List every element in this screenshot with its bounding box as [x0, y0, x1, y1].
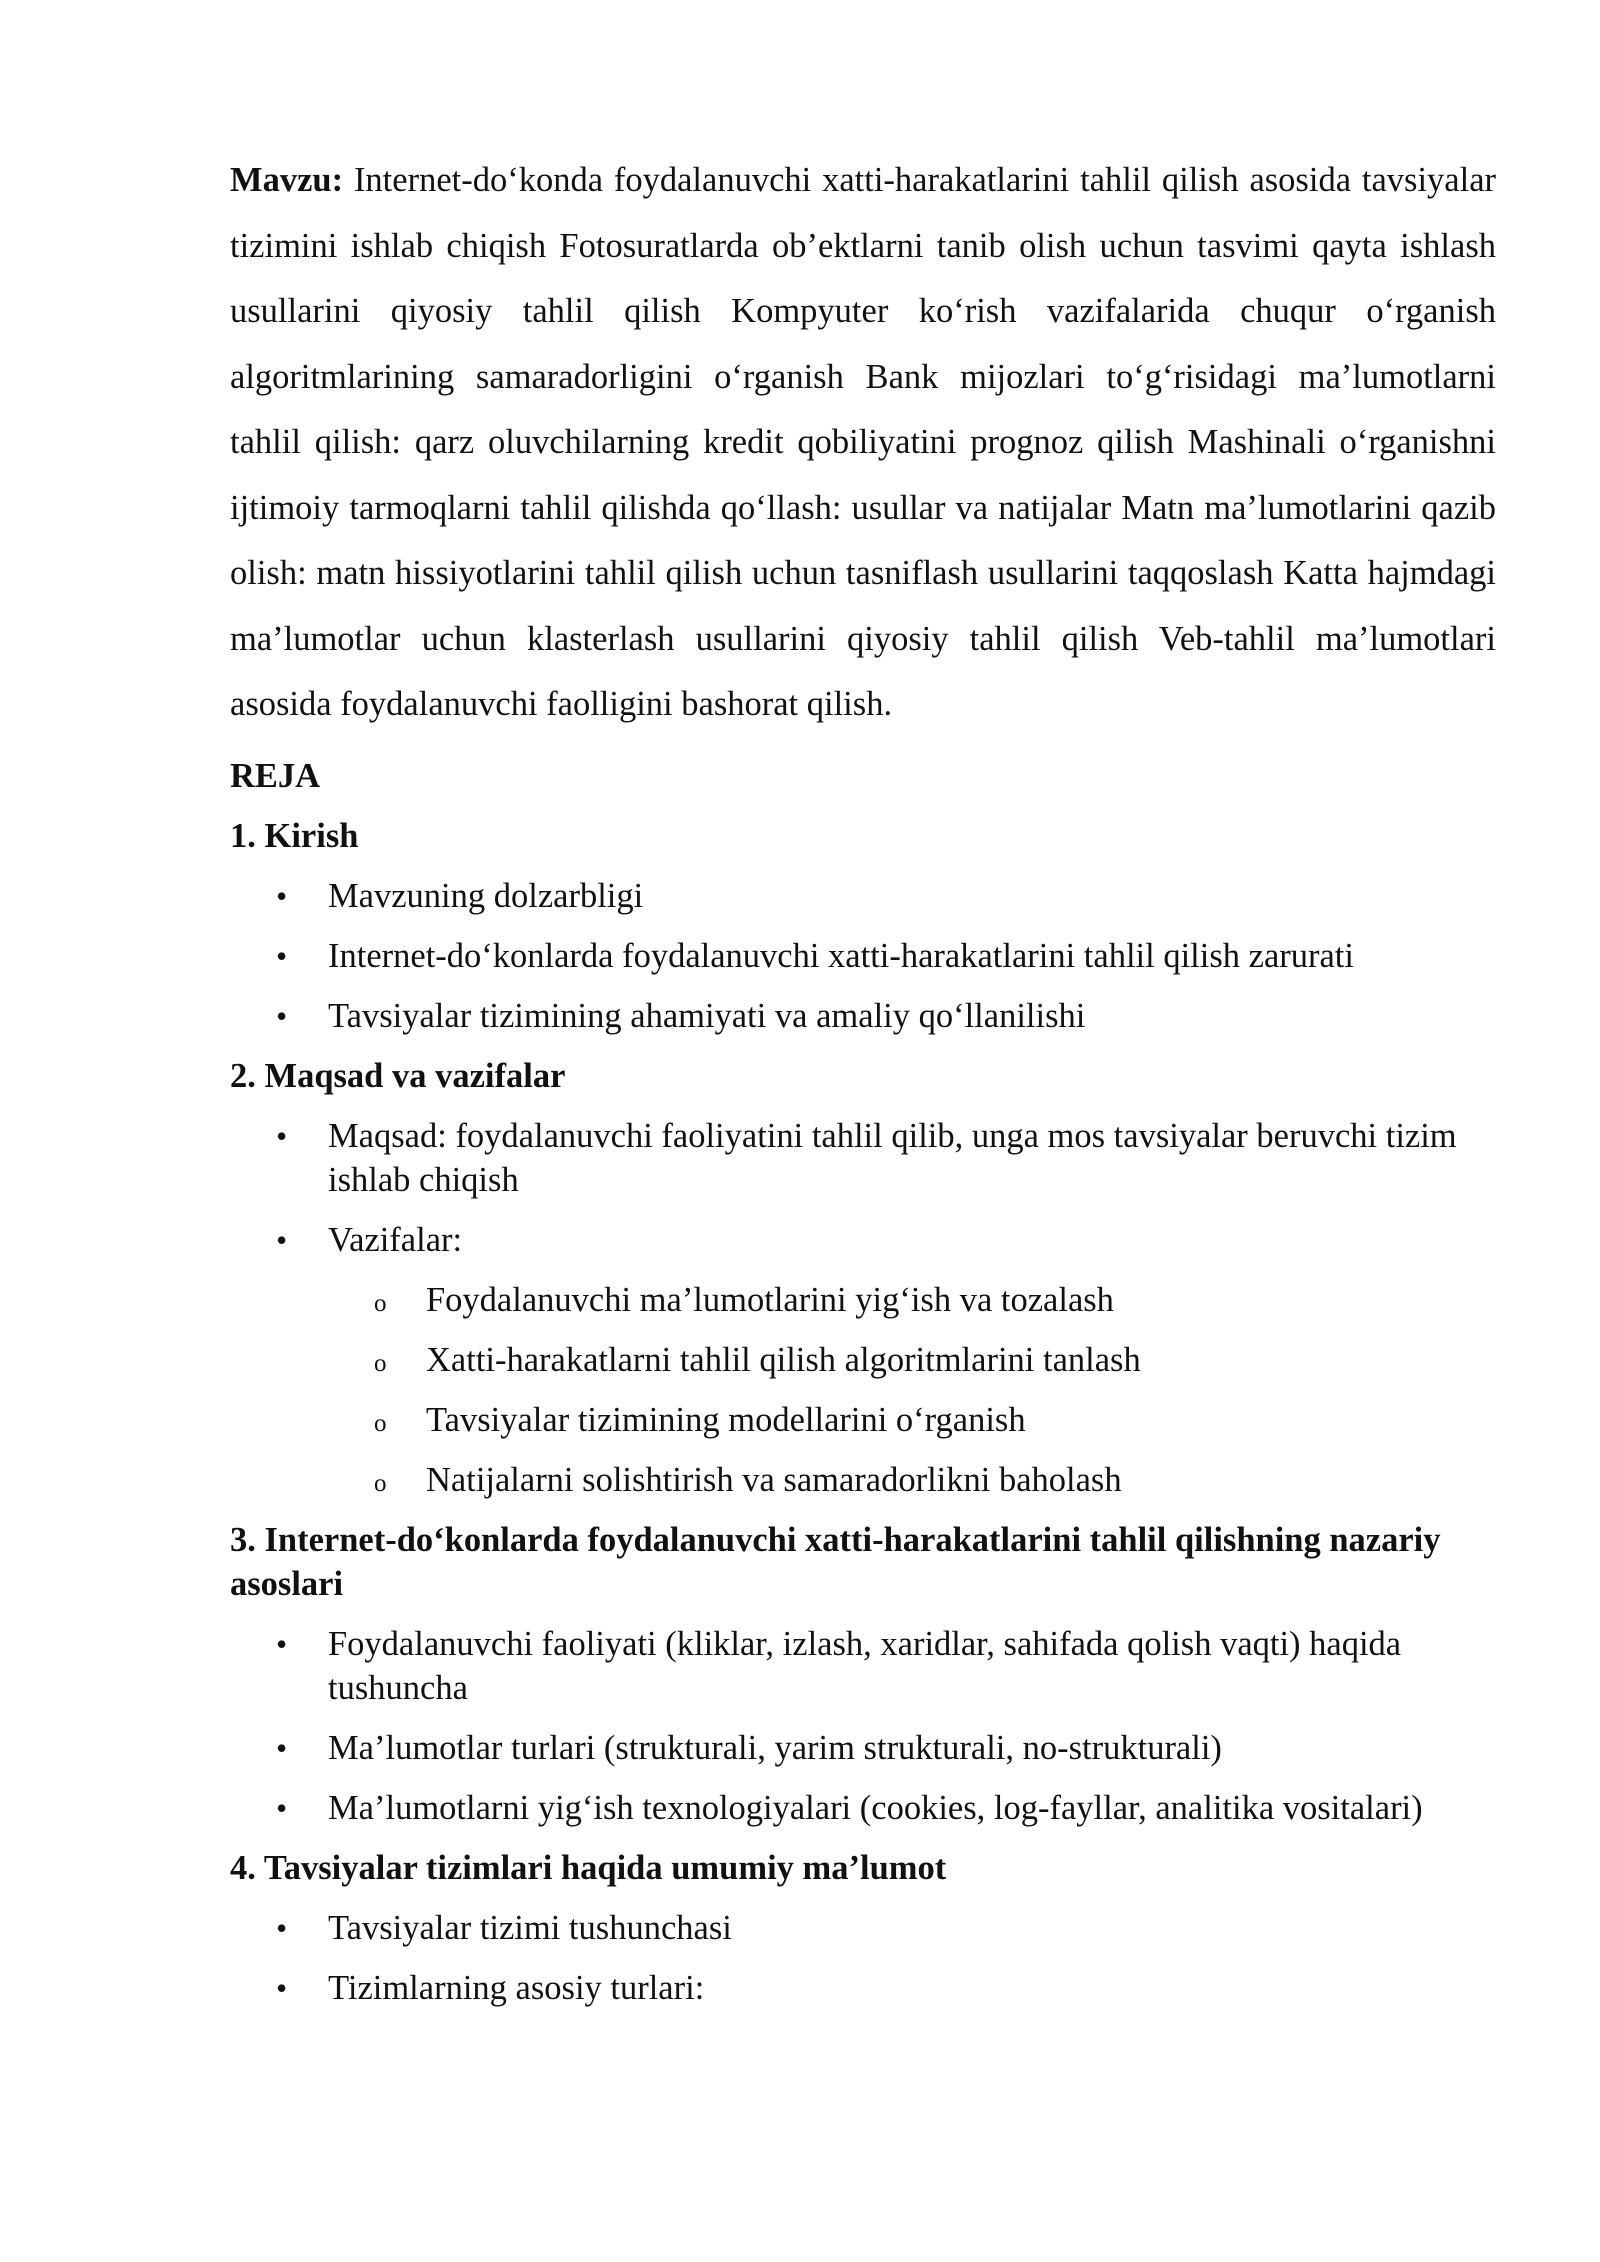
- section-heading-theory: 3. Internet-do‘konlarda foydalanuvchi xatti-harakatlarini tahlil qilishning nazariy asoslari: [230, 1520, 1441, 1603]
- topic-label: Mavzu:: [230, 161, 344, 199]
- list-item: • Ma’lumotlar turlari (strukturali, yarim strukturali, no-strukturali): [230, 1726, 1496, 1770]
- section-list-introduction: [230, 874, 1496, 1038]
- list-item-tasks: [230, 1218, 1496, 1502]
- list-item: • Tavsiyalar tizimining ahamiyati va amaliy qo‘llanilishi: [230, 994, 1496, 1038]
- list-item: • Tavsiyalar tizimi tushunchasi: [230, 1906, 1496, 1950]
- topic-text: Internet-do‘konda foydalanuvchi xatti-harakatlarini tahlil qilish asosida tavsiyalar tizimini ishlab chiqish Fotosuratlarda ob’ektlarni tanib olish uchun tasvimi qayta ishlash usullarini qiyosiy tahlil qilish Kompyuter ko‘rish vazifalarida chuqur o‘rganish algoritmlarining samaradorligini o‘rganish Bank mijozlari to‘g‘risidagi ma’lumotlarni tahlil qilish: qarz oluvchilarning kredit qobiliyatini prognoz qilish Mashinali o‘rganishni ijtimoiy tarmoqlarni tahlil qilishda qo‘llash: usullar va natijalar Matn ma’lumotlarini qazib olish: matn hissiyotlarini tahlil qilish uchun tasniflash usullarini taqqoslash Katta hajmdagi ma’lumotlar uchun klasterlash usullarini qiyosiy tahlil qilish Veb-tahlil ma’lumotlari asosida foydalanuvchi faolligini bashorat qilish.: [230, 161, 1496, 723]
- list-item: • Ma’lumotlarni yig‘ish texnologiyalari (cookies, log-fayllar, analitika vositalari): [230, 1786, 1496, 1830]
- tasks-sublist: [328, 1278, 1496, 1502]
- sublist-item: o Natijalarni solishtirish va samaradorlikni baholash: [230, 1458, 1496, 1502]
- topic-paragraph: [230, 148, 1496, 738]
- sublist-item: o Foydalanuvchi ma’lumotlarini yig‘ish va tozalash: [230, 1278, 1496, 1322]
- section-list-goals: [230, 1114, 1496, 1502]
- list-item: • Foydalanuvchi faoliyati (kliklar, izlash, xaridlar, sahifada qolish vaqti) haqida tushuncha: [230, 1622, 1496, 1710]
- list-item: • Internet-do‘konlarda foydalanuvchi xatti-harakatlarini tahlil qilish zarurati: [230, 934, 1496, 978]
- section-heading-goals: 2. Maqsad va vazifalar: [230, 1056, 566, 1095]
- list-item: • Tizimlarning asosiy turlari:: [230, 1966, 1496, 2010]
- section-list-recommender-overview: [230, 1906, 1496, 2010]
- list-item-label: Vazifalar:: [328, 1220, 463, 1259]
- list-item: • Mavzuning dolzarbligi: [230, 874, 1496, 918]
- sublist-item: o Tavsiyalar tizimining modellarini o‘rganish: [230, 1398, 1496, 1442]
- section-heading-introduction: 1. Kirish: [230, 816, 359, 855]
- section-heading-recommender-overview: 4. Tavsiyalar tizimlari haqida umumiy ma’lumot: [230, 1848, 947, 1887]
- plan-heading: REJA: [230, 756, 321, 795]
- list-item: • Maqsad: foydalanuvchi faoliyatini tahlil qilib, unga mos tavsiyalar beruvchi tizim ishlab chiqish: [230, 1114, 1496, 1202]
- sublist-item: o Xatti-harakatlarni tahlil qilish algoritmlarini tanlash: [230, 1338, 1496, 1382]
- section-list-theory: [230, 1622, 1496, 1830]
